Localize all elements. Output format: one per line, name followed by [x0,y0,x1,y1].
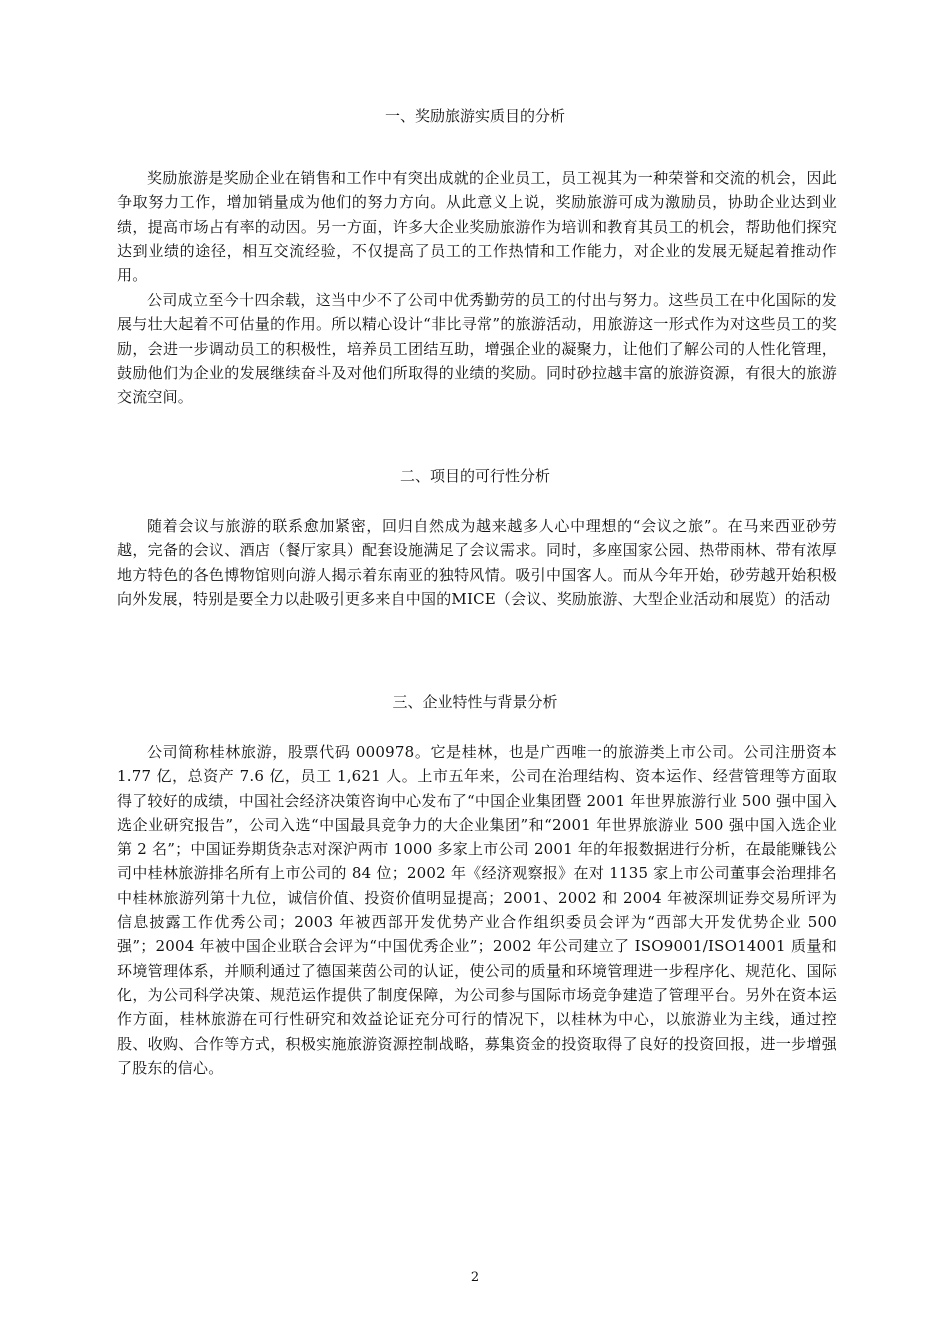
section-3-paragraph-1: 公司简称桂林旅游，股票代码 000978。它是桂林，也是广西唯一的旅游类上市公司。公司注册资本 1.77 亿，总资产 7.6 亿，员工 1,621 人。上市五年来，公司在治理结构、资本运作、经营管理等方面取得了较好的成绩，中国社会经济决策咨询中心发布了“中国企业集团暨 2001 年世界旅游行业 500 强中国入选企业研究报告”，公司入选“中国最具竞争力的大企业集团”和“2001 年世界旅游业 500 强中国入选企业第 2 名”；中国证券期货杂志对深沪两市 1000 多家上市公司 2001 年的年报数据进行分析，在最能赚钱公司中桂林旅游排名所有上市公司的 84 位；2002 年《经济观察报》在对 1135 家上市公司董事会治理排名中桂林旅游列第十九位，诚信价值、投资价值明显提高；2001、2002 和 2004 年被深圳证券交易所评为信息披露工作优秀公司；2003 年被西部开发优势产业合作组织委员会评为“西部大开发优势企业 500 强”；2004 年被中国企业联合会评为“中国优秀企业”；2002 年公司建立了 ISO9001/ISO14001 质量和环境管理体系，并顺利通过了德国莱茵公司的认证，使公司的质量和环境管理进一步程序化、规范化、国际化，为公司科学决策、规范运作提供了制度保障，为公司参与国际市场竞争建造了管理平台。另外在资本运作方面，桂林旅游在可行性研究和效益论证充分可行的情况下，以桂林为中心，以旅游业为主线，通过控股、收购、合作等方式，积极实施旅游资源控制战略，募集资金的投资取得了良好的投资回报，进一步增强了股东的信心。 [117,743,837,1077]
section-3-title: 三、企业特性与背景分析 [392,693,558,711]
section-1-paragraph-2: 公司成立至今十四余载，这当中少不了公司中优秀勤劳的员工的付出与努力。这些员工在中化国际的发展与壮大起着不可估量的作用。所以精心设计“非比寻常”的旅游活动，用旅游这一形式作为对这些员工的奖励，会进一步调动员工的积极性，培养员工团结互助，增强企业的凝聚力，让他们了解公司的人性化管理，鼓励他们为企业的发展继续奋斗及对他们所取得的业绩的奖励。同时砂拉越丰富的旅游资源，有很大的旅游交流空间。 [117,291,837,407]
section-1-paragraph-1: 奖励旅游是奖励企业在销售和工作中有突出成就的企业员工，员工视其为一种荣誉和交流的机会，因此争取努力工作，增加销量成为他们的努力方向。从此意义上说，奖励旅游可成为激励员，协助企业达到业绩，提高市场占有率的动因。另一方面，许多大企业奖励旅游作为培训和教育其员工的机会，帮助他们探究达到业绩的途径，相互交流经验，不仅提高了员工的工作热情和工作能力，对企业的发展无疑起着推动作用。 [117,169,837,285]
section-1-title: 一、奖励旅游实质目的分析 [384,107,565,125]
section-2-title: 二、项目的可行性分析 [399,467,550,485]
page-number: 2 [470,1270,480,1285]
section-2-paragraph-1: 随着会议与旅游的联系愈加紧密，回归自然成为越来越多人心中理想的“会议之旅”。在马来西亚砂劳越，完备的会议、酒店（餐厅家具）配套设施满足了会议需求。同时，多座国家公园、热带雨林、带有浓厚地方特色的各色博物馆则向游人揭示着东南亚的独特风情。吸引中国客人。而从今年开始，砂劳越开始积极向外发展，特别是要全力以赴吸引更多来自中国的MICE（会议、奖励旅游、大型企业活动和展览）的活动 [117,517,837,608]
